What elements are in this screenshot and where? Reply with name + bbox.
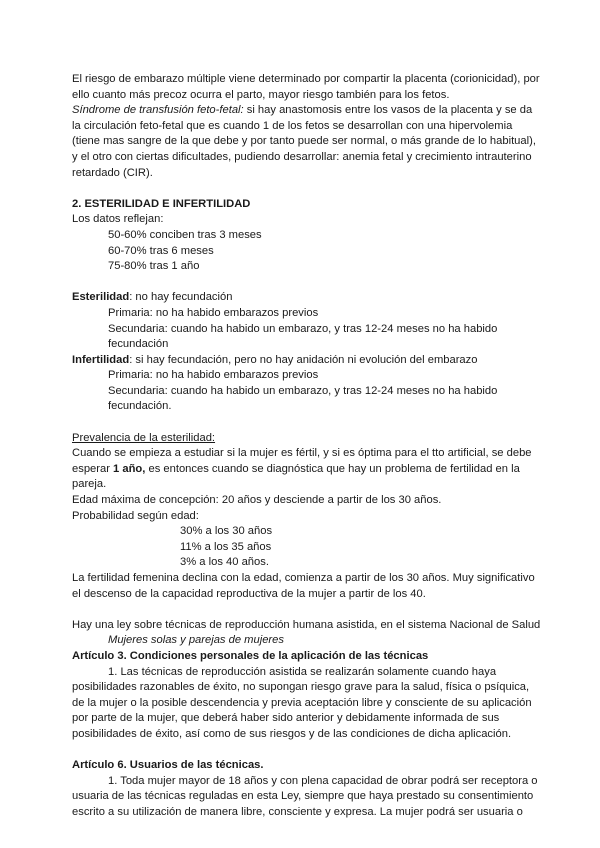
sterility-secondary-cont: fecundación — [108, 338, 169, 351]
article-3-heading: Artículo 3. Condiciones personales de la aplicación de las técnicas — [72, 649, 429, 662]
paragraph-transfusion-syndrome — [72, 103, 542, 181]
transfusion-syndrome-text: si hay anastomosis entre los vasos de la placenta y se da la circulación feto-fetal que es cuando 1 de los fetos se desarrollan con una hipervolemia (tiene mas sangre de la que debe y por tanto puede ser normal, o más grande de lo habitual), y el otro con ciertas dificultades, pudiendo desarrollar: anemia fetal y crecimiento intrauterino retardado (CIR). — [72, 104, 536, 179]
document-body — [72, 72, 542, 821]
term-transfusion-syndrome: Síndrome de transfusión feto-fetal: — [72, 104, 244, 117]
spacer — [72, 415, 542, 431]
fertility-decline: La fertilidad femenina declina con la edad, comienza a partir de los 30 años. Muy significativo el descenso de la capacidad reproductiva de la mujer a partir de los 40. — [72, 572, 535, 600]
data-intro: Los datos reflejan: — [72, 213, 164, 226]
probability-label: Probabilidad según edad: — [72, 509, 199, 522]
sterility-secondary: Secundaria: cuando ha habido un embarazo, y tras 12-24 meses no ha habido — [108, 322, 498, 335]
spacer — [72, 743, 542, 759]
sterility-primary: Primaria: no ha habido embarazos previos — [108, 306, 319, 319]
law-subtitle: Mujeres solas y parejas de mujeres — [108, 634, 284, 647]
spacer — [72, 602, 542, 618]
law-intro: Hay una ley sobre técnicas de reproducción humana asistida, en el sistema Nacional de Salud — [72, 618, 541, 631]
probability-item-3: 3% a los 40 años. — [180, 556, 269, 569]
data-item-3: 75-80% tras 1 año — [108, 260, 200, 273]
infertility-primary: Primaria: no ha habido embarazos previos — [108, 369, 319, 382]
spacer — [72, 181, 542, 197]
article-3-first-line: 1. Las técnicas de reproducción asistida se realizarán solamente cuando haya — [108, 665, 497, 678]
article-6-body: usuaria de las técnicas reguladas en esta Ley, siempre que haya prestado su consentimiento escrito a su utilización de manera libre, consciente y expresa. La mujer podrá ser usuaria o — [72, 790, 534, 818]
probability-item-1: 30% a los 30 años — [180, 525, 273, 538]
paragraph-multiple-pregnancy: El riesgo de embarazo múltiple viene determinado por compartir la placenta (corionicidad), por ello cuanto más precoz ocurra el parto, mayor riesgo también para los fetos. — [72, 73, 540, 101]
article-6-first-line: 1. Toda mujer mayor de 18 años y con plena capacidad de obrar podrá ser receptora o — [108, 774, 538, 787]
prevalence-paragraph: Cuando se empieza a estudiar si la mujer es fértil, y si es óptima para el tto artificial, se debe esperar 1 año, es entonces cuando se diagnóstica que hay un problema de fertilidad en la pareja. — [72, 447, 532, 491]
sterility-definition: Esterilidad: no hay fecundación — [72, 291, 233, 304]
infertility-secondary: Secundaria: cuando ha habido un embarazo, y tras 12-24 meses no ha habido — [108, 384, 498, 397]
prevalence-heading: Prevalencia de la esterilidad: — [72, 431, 216, 444]
spacer — [72, 275, 542, 291]
one-year-emphasis: 1 año, — [113, 462, 146, 475]
section-heading-sterility: 2. ESTERILIDAD E INFERTILIDAD — [72, 197, 251, 210]
max-conception-age: Edad máxima de concepción: 20 años y desciende a partir de los 30 años. — [72, 494, 442, 507]
infertility-secondary-cont: fecundación. — [108, 400, 172, 413]
term-infertility: Infertilidad — [72, 353, 130, 366]
data-item-2: 60-70% tras 6 meses — [108, 244, 214, 257]
article-3-body: posibilidades razonables de éxito, no supongan riesgo grave para la salud, física o psíquica, de la mujer o la posible descendencia y previa aceptación libre y consciente de su aplicación por parte de la mujer, que deberá haber sido anterior y debidamente informada de sus posibilidades de éxito, así como de sus riesgos y de las condiciones de dicha aplicación. — [72, 681, 532, 740]
article-6-heading: Artículo 6. Usuarios de las técnicas. — [72, 759, 264, 772]
data-item-1: 50-60% conciben tras 3 meses — [108, 228, 262, 241]
term-sterility: Esterilidad — [72, 291, 130, 304]
infertility-definition: Infertilidad: si hay fecundación, pero no hay anidación ni evolución del embarazo — [72, 353, 478, 366]
probability-item-2: 11% a los 35 años — [180, 540, 272, 553]
